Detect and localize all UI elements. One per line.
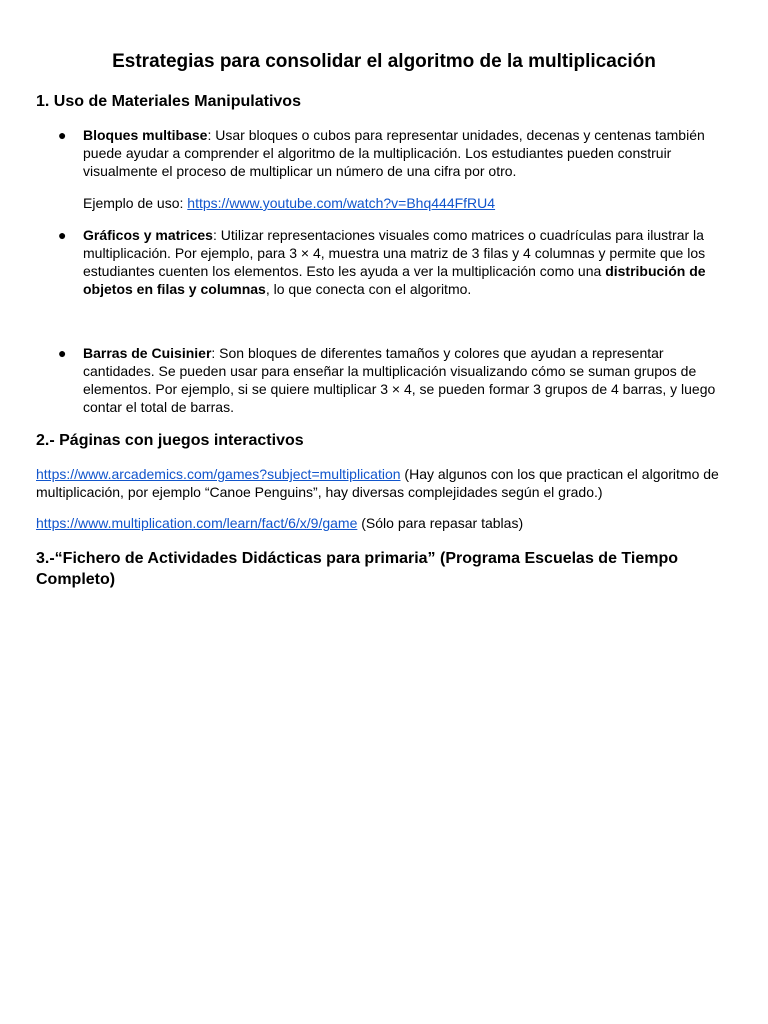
bullet-icon: ● <box>58 345 67 361</box>
page-title: Estrategias para consolidar el algoritmo de la multiplicación <box>112 51 656 72</box>
item-description: : Usar bloques o cubos para representar unidades, decenas y centenas también puede ayudar a comprender el algoritmo de la multiplicación. Los estudiantes pueden construir visualmente el proceso de multiplicar un número de una cifra por otro. <box>83 127 705 179</box>
multiplication-com-link[interactable]: https://www.multiplication.com/learn/fact/6/x/9/game <box>36 515 358 531</box>
arcademics-note: (Hay algunos con los que practican el algoritmo de multiplicación, por ejemplo “Canoe Penguins”, hay diversas complejidades según el grado.) <box>36 466 719 500</box>
section-1-heading: 1. Uso de Materiales Manipulativos <box>36 93 301 110</box>
section-3-heading: 3.-“Fichero de Actividades Didácticas para primaria” (Programa Escuelas de Tiempo Completo) <box>36 550 679 588</box>
item-term: Bloques multibase <box>83 127 208 143</box>
example-line <box>83 194 723 212</box>
list-item-barras-cuisinier <box>83 344 723 416</box>
item-description: : Son bloques de diferentes tamaños y colores que ayudan a representar cantidades. Se pueden usar para enseñar la multiplicación visualizando cómo se suman grupos de elementos. Por ejemplo, si se quiere multiplicar 3 × 4, se pueden formar 3 grupos de 4 barras, y luego contar el total de barras. <box>83 345 716 415</box>
item-term: Barras de Cuisinier <box>83 345 212 361</box>
list-item-bloques-multibase <box>83 126 723 180</box>
item-term: Gráficos y matrices <box>83 227 213 243</box>
bullet-icon: ● <box>58 227 67 243</box>
youtube-example-link[interactable]: https://www.youtube.com/watch?v=Bhq444FfRU4 <box>187 195 496 211</box>
section-2-heading: 2.- Páginas con juegos interactivos <box>36 432 304 449</box>
example-label: Ejemplo de uso: <box>83 195 188 211</box>
arcademics-paragraph <box>36 465 732 501</box>
item-emphasis: distribución de objetos en filas y columnas <box>83 263 706 297</box>
bullet-icon: ● <box>58 127 67 143</box>
list-item-graficos-matrices <box>83 226 723 298</box>
multiplication-com-note: (Sólo para repasar tablas) <box>357 515 524 531</box>
multiplication-com-paragraph <box>36 514 732 532</box>
arcademics-link[interactable]: https://www.arcademics.com/games?subject=multiplication <box>36 466 401 482</box>
item-description-end: , lo que conecta con el algoritmo. <box>265 281 472 297</box>
item-description: : Utilizar representaciones visuales como matrices o cuadrículas para ilustrar la multiplicación. Por ejemplo, para 3 × 4, muestra una matriz de 3 filas y 4 columnas y permite que los estudiantes cuenten los elementos. Esto les ayuda a ver la multiplicación como una <box>83 227 706 279</box>
